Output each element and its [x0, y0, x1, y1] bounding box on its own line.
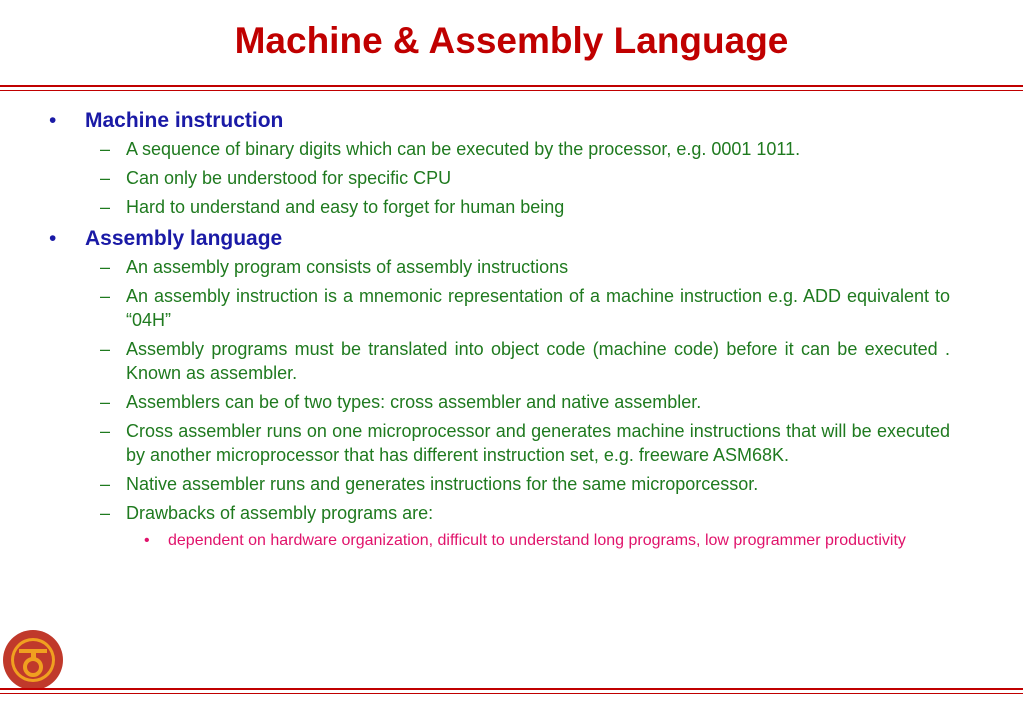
dash-marker: – — [100, 257, 111, 277]
dash-marker: – — [100, 392, 111, 412]
list-item — [44, 137, 950, 161]
list-item — [44, 337, 950, 385]
sub-list-item-text: dependent on hardware organization, difficult to understand long programs, low programmer productivity — [168, 532, 906, 549]
top-divider-thin — [0, 90, 1023, 91]
top-divider — [0, 85, 1023, 87]
bullet-dot-icon: • — [49, 227, 57, 250]
slide-content — [44, 106, 950, 552]
bottom-divider — [0, 688, 1023, 690]
list-item-text: Cross assembler runs on one microprocessor and generates machine instructions that will be executed by another microprocessor that has different instruction set, e.g. freeware ASM68K. — [126, 421, 950, 465]
list-item — [44, 166, 950, 190]
sub-list-item — [44, 530, 950, 552]
list-item — [44, 255, 950, 279]
list-item-text: An assembly program consists of assembly instructions — [126, 257, 569, 277]
list-item-text: Native assembler runs and generates instructions for the same microporcessor. — [126, 474, 759, 494]
list-item-text: Can only be understood for specific CPU — [126, 168, 452, 188]
dash-marker: – — [100, 286, 111, 306]
list-item — [44, 195, 950, 219]
dash-marker: – — [100, 139, 111, 159]
dash-marker: – — [100, 503, 111, 523]
list-item-text: Assemblers can be of two types: cross assembler and native assembler. — [126, 392, 702, 412]
list-item — [44, 390, 950, 414]
bullet-dot-icon: • — [144, 532, 150, 549]
section-heading: Assembly language — [85, 227, 283, 250]
bullet-dot-icon: • — [49, 109, 57, 132]
dash-marker: – — [100, 197, 111, 217]
list-item-text: An assembly instruction is a mnemonic representation of a machine instruction e.g. ADD equivalent to “04H” — [126, 286, 950, 330]
bottom-divider-thin — [0, 693, 1023, 694]
bullet-assembly-language — [44, 224, 950, 253]
list-item-text: Drawbacks of assembly programs are: — [126, 503, 434, 523]
bullet-machine-instruction — [44, 106, 950, 135]
dash-marker: – — [100, 421, 111, 441]
list-item — [44, 419, 950, 467]
list-item-text: Hard to understand and easy to forget for human being — [126, 197, 565, 217]
list-item-text: A sequence of binary digits which can be executed by the processor, e.g. 0001 1011. — [126, 139, 801, 159]
dash-marker: – — [100, 339, 111, 359]
list-item — [44, 501, 950, 525]
list-item — [44, 284, 950, 332]
list-item-text: Assembly programs must be translated into object code (machine code) before it can be executed . Known as assembler. — [126, 339, 950, 383]
dash-marker: – — [100, 474, 111, 494]
section-heading: Machine instruction — [85, 109, 284, 132]
slide-title: Machine & Assembly Language — [234, 20, 789, 61]
list-item — [44, 472, 950, 496]
dash-marker: – — [100, 168, 111, 188]
university-seal-icon — [2, 629, 64, 691]
